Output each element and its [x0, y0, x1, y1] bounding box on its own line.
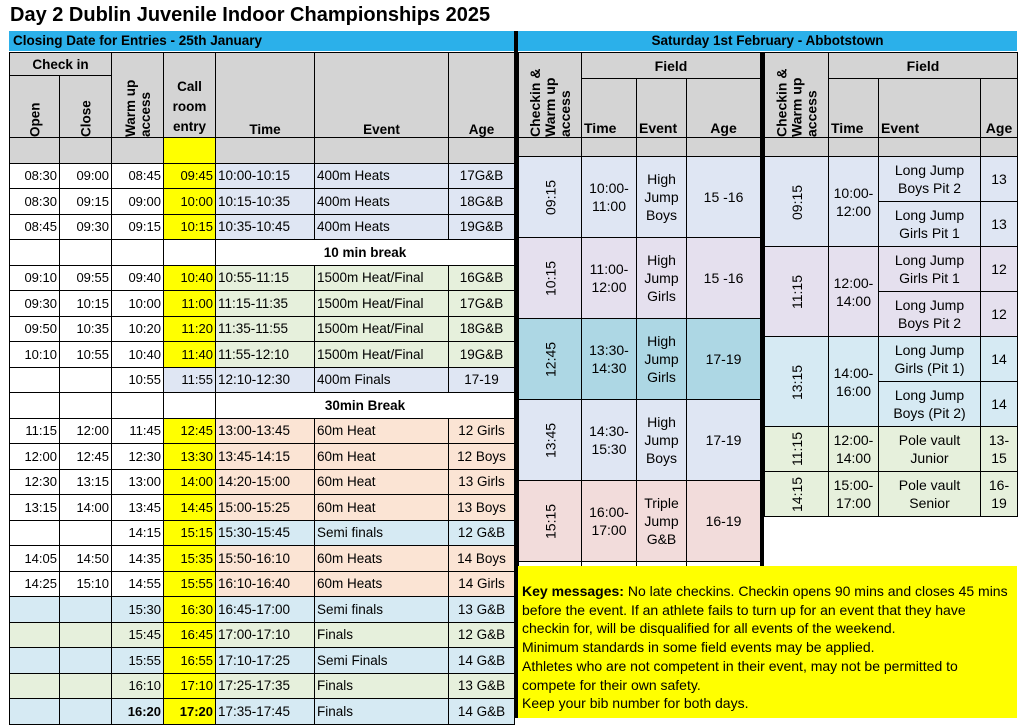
warm-up-time: 09:15: [112, 214, 164, 240]
call-room-time: 16:30: [164, 597, 216, 623]
call-room-time: 16:55: [164, 648, 216, 674]
key-messages-box: [518, 566, 1017, 718]
open-time: 08:30: [10, 163, 60, 189]
call-room-header: Call room entry: [164, 53, 216, 138]
key-messages-line2: Minimum standards in some field events may be applied.: [522, 639, 875, 656]
empty-cell: [112, 240, 164, 266]
field-event: Long Jump Boys Pit 2: [879, 292, 981, 337]
event-name: 400m Finals: [315, 367, 449, 393]
field-b-row: [765, 247, 1018, 292]
event-time: 13:45-14:15: [216, 444, 315, 470]
field-time: 12:00-14:00: [829, 427, 879, 472]
event-age: 17G&B: [449, 163, 515, 189]
field-event: Long Jump Girls Pit 1: [879, 202, 981, 247]
field-age: 15 -16: [687, 157, 761, 238]
event-age: 12 Boys: [449, 444, 515, 470]
event-time: 16:45-17:00: [216, 597, 315, 623]
field-b-header: Field: [829, 53, 1018, 79]
close-time: 09:55: [60, 265, 112, 291]
warm-up-time: 09:00: [112, 189, 164, 215]
checkin-time: 14:15: [765, 472, 829, 517]
schedule-row: [10, 418, 515, 444]
schedule-row: [10, 342, 515, 368]
event-name: 1500m Heat/Final: [315, 265, 449, 291]
schedule-row: [10, 673, 515, 699]
call-room-time: 11:00: [164, 291, 216, 317]
event-name: 400m Heats: [315, 189, 449, 215]
event-name: Finals: [315, 699, 449, 725]
break-label: 10 min break: [216, 240, 515, 266]
break-row: [10, 240, 515, 266]
schedule-row: [10, 316, 515, 342]
warm-up-time: 15:55: [112, 648, 164, 674]
call-room-time: 11:55: [164, 367, 216, 393]
event-name: Finals: [315, 622, 449, 648]
warm-up-time: 13:00: [112, 469, 164, 495]
event-time: 15:00-15:25: [216, 495, 315, 521]
field-a-header: Field: [582, 53, 761, 79]
field-event: High Jump Girls: [637, 319, 687, 400]
warm-up-time: 13:45: [112, 495, 164, 521]
field-age: 16-19: [981, 472, 1018, 517]
empty-cell: [10, 240, 60, 266]
checkin-time: 13:15: [765, 337, 829, 427]
warm-up-time: 14:15: [112, 520, 164, 546]
event-age: 13 G&B: [449, 597, 515, 623]
close-time: 10:15: [60, 291, 112, 317]
event-name: 1500m Heat/Final: [315, 316, 449, 342]
field-age: 14: [981, 382, 1018, 427]
close-time: [60, 367, 112, 393]
close-time: 15:10: [60, 571, 112, 597]
open-time: [10, 597, 60, 623]
checkin-time: 09:15: [765, 157, 829, 247]
field-b-row: [765, 337, 1018, 382]
key-messages-line3: Athletes who are not competent in their event, may not be permitted to compete for their own safety.: [522, 657, 958, 693]
event-name: Finals: [315, 673, 449, 699]
event-age: 14 G&B: [449, 648, 515, 674]
event-time: 17:10-17:25: [216, 648, 315, 674]
event-time: 11:35-11:55: [216, 316, 315, 342]
check-in-header: Check in: [10, 53, 112, 76]
event-age: 14 Girls: [449, 571, 515, 597]
field-age: 13: [981, 202, 1018, 247]
field-event: High Jump Boys: [637, 157, 687, 238]
break-label: 30min Break: [216, 393, 515, 419]
field-age: 15 -16: [687, 238, 761, 319]
field-time: 11:00-12:00: [582, 238, 637, 319]
close-time: [60, 597, 112, 623]
event-age: 18G&B: [449, 316, 515, 342]
warm-up-time: 08:45: [112, 163, 164, 189]
event-age: 13 Boys: [449, 495, 515, 521]
warm-up-time: 14:35: [112, 546, 164, 572]
field-a-row: [519, 400, 761, 481]
close-time: [60, 622, 112, 648]
field-a-row: [519, 319, 761, 400]
event-time: 10:00-10:15: [216, 163, 315, 189]
field-a-event-header: Event: [637, 79, 687, 138]
open-time: 14:05: [10, 546, 60, 572]
field-age: 16-19: [687, 481, 761, 562]
event-age: 12 G&B: [449, 520, 515, 546]
warm-up-header: Warm up access: [112, 53, 164, 138]
open-time: 08:30: [10, 189, 60, 215]
close-time: 12:45: [60, 444, 112, 470]
open-time: [10, 622, 60, 648]
field-b-row: [765, 472, 1018, 517]
event-age: 19G&B: [449, 342, 515, 368]
field-a-row: [519, 238, 761, 319]
warm-up-time: 15:30: [112, 597, 164, 623]
field-age: 13-15: [981, 427, 1018, 472]
call-room-time: 15:55: [164, 571, 216, 597]
age-header: Age: [449, 53, 515, 138]
open-time: 08:45: [10, 214, 60, 240]
open-time: [10, 673, 60, 699]
field-time: 12:00-14:00: [829, 247, 879, 337]
field-time: 16:00-17:00: [582, 481, 637, 562]
close-header: Close: [60, 76, 112, 138]
event-age: 19G&B: [449, 214, 515, 240]
close-time: [60, 520, 112, 546]
event-age: 13 Girls: [449, 469, 515, 495]
event-time: 15:30-15:45: [216, 520, 315, 546]
key-messages-text: No late checkins. Checkin opens 90 mins and closes 45 mins before the event. If an athlete fails to turn up for an event that they have checkin for, will be disqualified for all events of the weekend.: [522, 583, 1008, 637]
event-time: 12:10-12:30: [216, 367, 315, 393]
event-age: 14 G&B: [449, 699, 515, 725]
checkin-time: 11:15: [765, 247, 829, 337]
field-age: 17-19: [687, 400, 761, 481]
field-a-time-header: Time: [582, 79, 637, 138]
schedule-row: [10, 597, 515, 623]
call-room-time: 17:20: [164, 699, 216, 725]
schedule-row: [10, 163, 515, 189]
close-time: 09:30: [60, 214, 112, 240]
schedule-row: [10, 622, 515, 648]
schedule-row: [10, 291, 515, 317]
event-time: 17:35-17:45: [216, 699, 315, 725]
field-b-event-header: Event: [879, 79, 981, 138]
field-event: Long Jump Boys (Pit 2): [879, 382, 981, 427]
field-event: Long Jump Girls Pit 1: [879, 247, 981, 292]
event-age: 13 G&B: [449, 673, 515, 699]
event-time: 14:20-15:00: [216, 469, 315, 495]
field-b-time-header: Time: [829, 79, 879, 138]
warm-up-time: 10:40: [112, 342, 164, 368]
warm-up-time: 14:55: [112, 571, 164, 597]
close-time: 10:55: [60, 342, 112, 368]
event-name: Semi Finals: [315, 648, 449, 674]
time-header: Time: [216, 53, 315, 138]
schedule-row: [10, 546, 515, 572]
checkin-time: 11:15: [765, 427, 829, 472]
schedule-row: [10, 699, 515, 725]
event-name: Semi finals: [315, 597, 449, 623]
event-age: 17G&B: [449, 291, 515, 317]
warm-up-time: 15:45: [112, 622, 164, 648]
empty-cell: [112, 393, 164, 419]
page-title: Day 2 Dublin Juvenile Indoor Championships 2025: [10, 4, 491, 26]
open-time: 14:25: [10, 571, 60, 597]
schedule-row: [10, 189, 515, 215]
open-time: 12:30: [10, 469, 60, 495]
event-header: Event: [315, 53, 449, 138]
field-time: 15:00-17:00: [829, 472, 879, 517]
call-room-time: 09:45: [164, 163, 216, 189]
warm-up-time: 10:00: [112, 291, 164, 317]
call-room-time: 10:40: [164, 265, 216, 291]
event-name: Semi finals: [315, 520, 449, 546]
close-time: [60, 699, 112, 725]
warm-up-time: 16:20: [112, 699, 164, 725]
field-event: Long Jump Boys Pit 2: [879, 157, 981, 202]
field-age: 17-19: [687, 319, 761, 400]
event-time: 10:15-10:35: [216, 189, 315, 215]
field-b-checkin-header: Checkin & Warm up access: [765, 53, 829, 138]
field-time: 10:00-11:00: [582, 157, 637, 238]
schedule-row: [10, 648, 515, 674]
event-name: 60m Heat: [315, 469, 449, 495]
event-time: 16:10-16:40: [216, 571, 315, 597]
open-time: 09:10: [10, 265, 60, 291]
schedule-row: [10, 520, 515, 546]
event-age: 14 Boys: [449, 546, 515, 572]
event-age: 17-19: [449, 367, 515, 393]
event-time: 17:00-17:10: [216, 622, 315, 648]
call-room-time: 11:40: [164, 342, 216, 368]
empty-cell: [60, 240, 112, 266]
track-schedule-table: [9, 52, 515, 725]
warm-up-time: 10:20: [112, 316, 164, 342]
event-name: 1500m Heat/Final: [315, 291, 449, 317]
checkin-time: 15:15: [519, 481, 582, 562]
key-messages-label: Key messages:: [522, 583, 624, 599]
empty-cell: [60, 393, 112, 419]
close-time: 13:15: [60, 469, 112, 495]
date-venue-banner: Saturday 1st February - Abbotstown: [518, 31, 1017, 51]
close-time: 09:15: [60, 189, 112, 215]
close-time: [60, 673, 112, 699]
field-b-row: [765, 157, 1018, 202]
warm-up-time: 16:10: [112, 673, 164, 699]
open-time: 09:50: [10, 316, 60, 342]
call-room-time: 15:15: [164, 520, 216, 546]
call-room-time: 11:20: [164, 316, 216, 342]
open-time: [10, 699, 60, 725]
event-name: 60m Heat: [315, 495, 449, 521]
event-time: 10:35-10:45: [216, 214, 315, 240]
call-room-time: 13:30: [164, 444, 216, 470]
event-age: 16G&B: [449, 265, 515, 291]
call-room-time: 10:00: [164, 189, 216, 215]
schedule-row: [10, 367, 515, 393]
event-name: 1500m Heat/Final: [315, 342, 449, 368]
event-time: 11:15-11:35: [216, 291, 315, 317]
checkin-time: 12:45: [519, 319, 582, 400]
call-room-time: 12:45: [164, 418, 216, 444]
open-header: Open: [10, 76, 60, 138]
call-room-time: 14:00: [164, 469, 216, 495]
close-time: [60, 648, 112, 674]
field-b-age-header: Age: [981, 79, 1018, 138]
break-row: [10, 393, 515, 419]
field-age: 14: [981, 337, 1018, 382]
open-time: 12:00: [10, 444, 60, 470]
key-messages-line4: Keep your bib number for both days.: [522, 695, 749, 712]
close-time: 09:00: [60, 163, 112, 189]
call-room-time: 14:45: [164, 495, 216, 521]
open-time: [10, 648, 60, 674]
field-event: Pole vault Senior: [879, 472, 981, 517]
warm-up-time: 09:40: [112, 265, 164, 291]
checkin-time: 09:15: [519, 157, 582, 238]
open-time: 13:15: [10, 495, 60, 521]
schedule-row: [10, 495, 515, 521]
field-time: 13:30-14:30: [582, 319, 637, 400]
field-a-row: [519, 157, 761, 238]
schedule-row: [10, 265, 515, 291]
event-name: 400m Heats: [315, 214, 449, 240]
field-age: 12: [981, 292, 1018, 337]
field-table-a: [518, 52, 761, 585]
field-event: Triple Jump G&B: [637, 481, 687, 562]
field-b-row: [765, 427, 1018, 472]
call-room-time: 17:10: [164, 673, 216, 699]
field-a-row: [519, 481, 761, 562]
field-event: Long Jump Girls (Pit 1): [879, 337, 981, 382]
schedule-row: [10, 571, 515, 597]
close-time: 12:00: [60, 418, 112, 444]
call-room-time: 10:15: [164, 214, 216, 240]
close-time: 14:00: [60, 495, 112, 521]
field-a-checkin-header: Checkin & Warm up access: [519, 53, 582, 138]
field-time: 14:30-15:30: [582, 400, 637, 481]
warm-up-time: 10:55: [112, 367, 164, 393]
open-time: 10:10: [10, 342, 60, 368]
empty-cell: [164, 393, 216, 419]
event-age: 18G&B: [449, 189, 515, 215]
close-time: 14:50: [60, 546, 112, 572]
event-name: 400m Heats: [315, 163, 449, 189]
event-name: 60m Heats: [315, 571, 449, 597]
empty-cell: [164, 240, 216, 266]
field-time: 10:00-12:00: [829, 157, 879, 247]
event-time: 11:55-12:10: [216, 342, 315, 368]
event-time: 13:00-13:45: [216, 418, 315, 444]
schedule-row: [10, 469, 515, 495]
entries-closing-banner: Closing Date for Entries - 25th January: [9, 31, 514, 51]
checkin-time: 10:15: [519, 238, 582, 319]
empty-cell: [10, 393, 60, 419]
call-room-time: 16:45: [164, 622, 216, 648]
schedule-row: [10, 444, 515, 470]
event-age: 12 Girls: [449, 418, 515, 444]
field-a-age-header: Age: [687, 79, 761, 138]
open-time: [10, 367, 60, 393]
field-age: 12: [981, 247, 1018, 292]
event-age: 12 G&B: [449, 622, 515, 648]
field-event: High Jump Girls: [637, 238, 687, 319]
event-time: 17:25-17:35: [216, 673, 315, 699]
field-table-b: [764, 52, 1018, 517]
event-time: 15:50-16:10: [216, 546, 315, 572]
open-time: 11:15: [10, 418, 60, 444]
event-name: 60m Heat: [315, 444, 449, 470]
field-event: Pole vault Junior: [879, 427, 981, 472]
checkin-time: 13:45: [519, 400, 582, 481]
call-room-time: 15:35: [164, 546, 216, 572]
schedule-row: [10, 214, 515, 240]
event-name: 60m Heats: [315, 546, 449, 572]
warm-up-time: 11:45: [112, 418, 164, 444]
warm-up-time: 12:30: [112, 444, 164, 470]
field-event: High Jump Boys: [637, 400, 687, 481]
field-time: 14:00-16:00: [829, 337, 879, 427]
close-time: 10:35: [60, 316, 112, 342]
open-time: 09:30: [10, 291, 60, 317]
event-name: 60m Heat: [315, 418, 449, 444]
open-time: [10, 520, 60, 546]
event-time: 10:55-11:15: [216, 265, 315, 291]
field-age: 13: [981, 157, 1018, 202]
